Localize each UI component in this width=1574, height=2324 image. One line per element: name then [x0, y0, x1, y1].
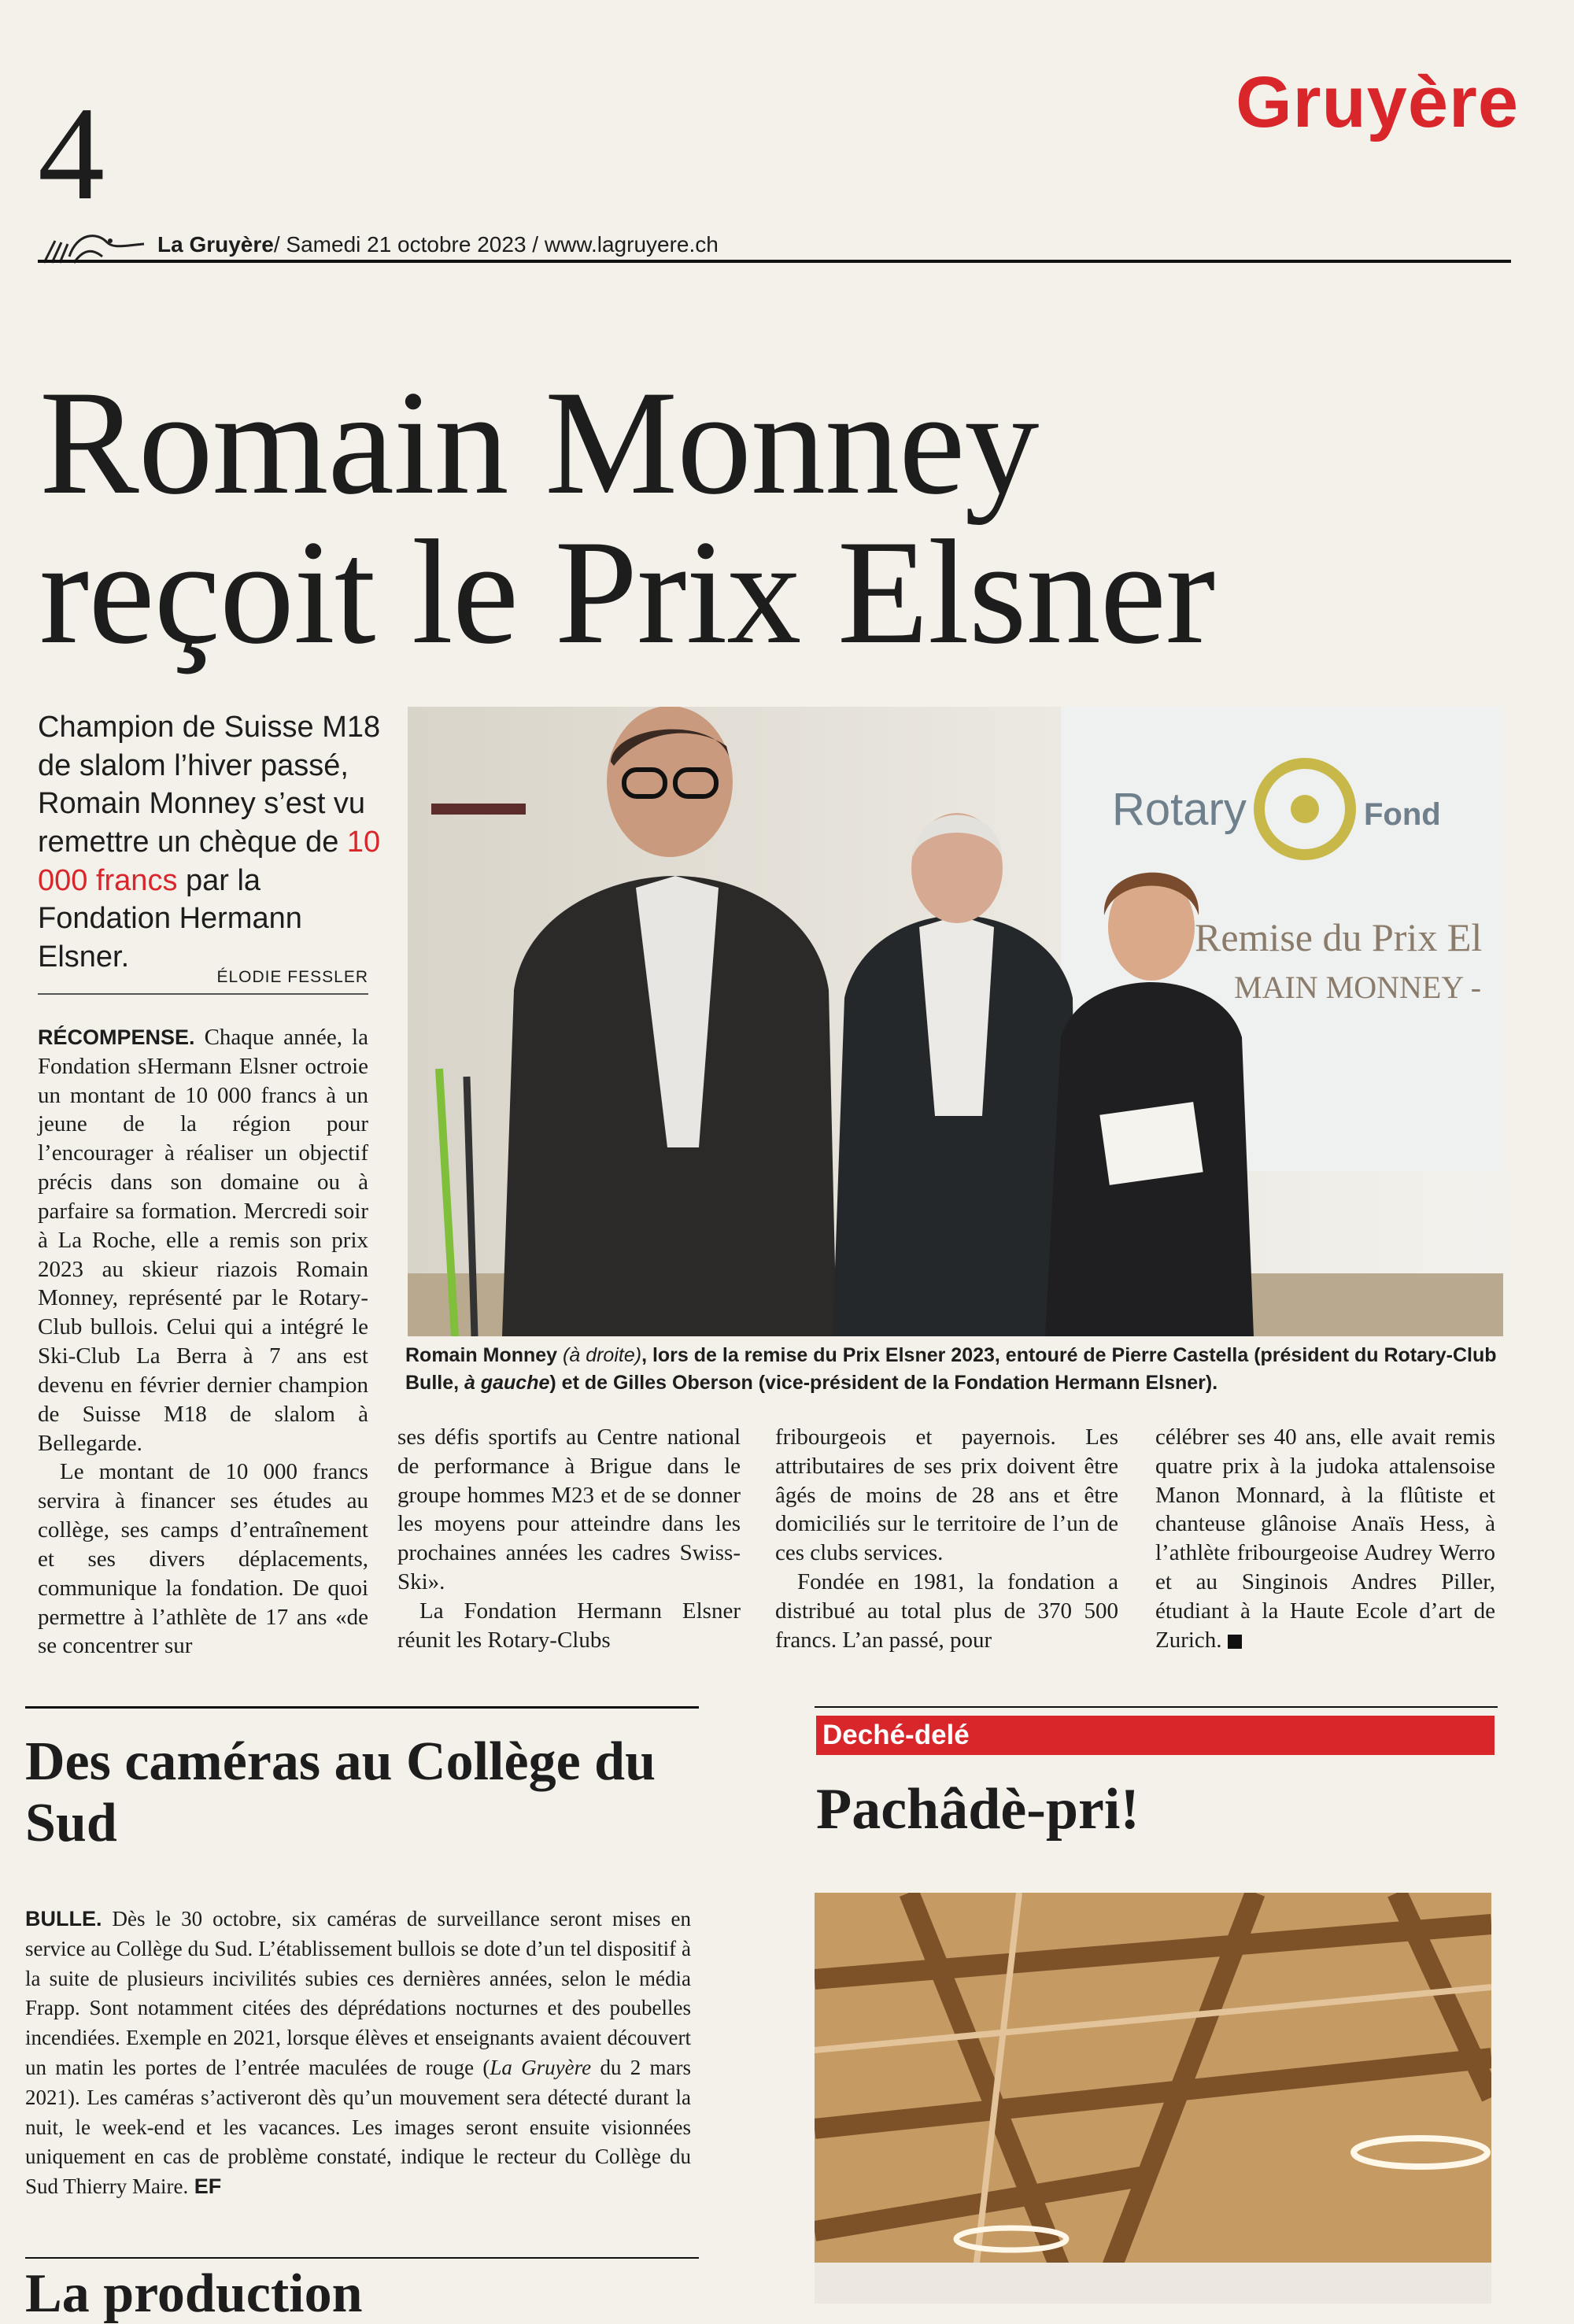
award-ceremony-image	[408, 707, 1503, 1336]
article2-headline: Des caméras au Collège du Sud	[25, 1731, 656, 1854]
article2-kicker: BULLE.	[25, 1907, 102, 1931]
caption-text-2: ) et de Gilles Oberson (vice-président de la Fondation Hermann Elsner).	[549, 1371, 1218, 1394]
masthead-rule	[38, 260, 1511, 263]
caption-text-1: , lors de la remise du Prix Elsner 2023, entouré de Pierre Castella (président du Rotary-Club Bulle,	[405, 1344, 1497, 1394]
main-headline	[39, 360, 1503, 675]
column-rule	[815, 1706, 1498, 1708]
col3-paragraph-2: Fondée en 1981, la fondation a distribué au total plus de 370 500 francs. L’an passé, pour	[775, 1569, 1118, 1653]
article2-signature: EF	[188, 2174, 222, 2199]
masthead-paper-name: La Gruyère	[157, 232, 274, 257]
col2-paragraph-1: ses défis sportifs au Centre national de performance à Brigue dans le groupe hommes M23 et de se donner les moyens pour atteindre dans les prochaines années les cadres Swiss-Ski».	[397, 1424, 741, 1595]
lead-amount: 10 000 francs	[38, 825, 381, 897]
col1-paragraph-2: Le montant de 10 000 francs servira à financer ses études au collège, ses camps d’entraînement et ses divers déplacements, communique la fondation. De quoi permettre à l’athlète de 17 ans «de se concentrer sur	[38, 1459, 368, 1659]
caption-name: Romain Monney	[405, 1344, 563, 1366]
article2-text-1: Dès le 30 octobre, six caméras de surveillance seront mises en service au Collège du Sud. L’établissement bullois se dote d’un tel dispositif à la suite de plusieurs incivilités subies ces dernières années, selon le média Frapp. Sont notamment citées des déprédations nocturnes et des poubelles incendiées. Exemple en 2021, lorsque élèves et enseignants avaient découvert un matin les portes de l’entrée maculées de rouge (	[25, 1907, 691, 2079]
article2-text-2: du 2 mars 2021). Les caméras s’activeront dès qu’un mouvement sera détecté durant la nuit, le week-end et les vacances. Les images seront ensuite visionnées uniquement en cas de problème constaté, indique le recteur du Collège du Sud Thierry Maire.	[25, 2055, 692, 2199]
photo-banner-name: MAIN MONNEY -	[1234, 970, 1482, 1005]
col2-paragraph-2: La Fondation Hermann Elsner réunit les Rotary-Clubs	[397, 1598, 741, 1653]
article-kicker: RÉCOMPENSE.	[38, 1025, 195, 1049]
lead-text-2: par la Fondation Hermann Elsner.	[38, 863, 302, 974]
heron-logo-icon	[38, 217, 148, 272]
masthead-date-url: / Samedi 21 octobre 2023 / www.lagruyere.ch	[273, 232, 719, 257]
col4-paragraph-1: célébrer ses 40 ans, elle avait remis quatre prix à la judoka attalensoise Manon Monnard, à la flûtiste et chanteuse glânoise Anaïs Hess, à l’athlète fribourgeoise Audrey Werro et au Singinois Andres Piller, étudiant à la Haute Ecole d’art de Zurich.	[1155, 1424, 1495, 1653]
headline-line-1: Romain Monney	[39, 360, 1039, 526]
next-article-headline: La production	[25, 2263, 363, 2324]
article-lead	[38, 708, 384, 976]
photo-banner-title: Remise du Prix El	[1195, 915, 1483, 959]
article2-rule	[25, 1706, 699, 1709]
wooden-roof-image	[815, 1893, 1491, 2304]
article-column-4	[1155, 1423, 1495, 1655]
column-photo	[815, 1893, 1491, 2304]
photo-caption	[405, 1342, 1507, 1396]
section-label: Gruyère	[1236, 62, 1519, 142]
article2-paper-name: La Gruyère	[490, 2055, 592, 2079]
masthead	[38, 217, 719, 272]
article-column-3	[775, 1423, 1118, 1655]
end-of-article-icon	[1228, 1635, 1242, 1649]
lead-text-1: Champion de Suisse M18 de slalom l’hiver passé, Romain Monney s’est vu remettre un chèque de	[38, 711, 381, 859]
article-photo	[408, 707, 1503, 1336]
photo-banner-fond: Fond	[1364, 797, 1441, 832]
page-number: 4	[38, 79, 105, 227]
byline-rule	[38, 993, 368, 995]
article-column-2	[397, 1423, 741, 1655]
caption-position-left: à gauche	[464, 1371, 550, 1394]
headline-line-2: reçoit le Prix Elsner	[39, 510, 1215, 675]
column-banner: Deché-delé	[816, 1716, 1495, 1755]
col3-paragraph-1: fribourgeois et payernois. Les attributaires de ses prix doivent être âgés de moins de 28 ans et être domiciliés sur le territoire de l’un de ces clubs services.	[775, 1424, 1118, 1566]
photo-banner-brand: Rotary	[1112, 784, 1247, 835]
col1-paragraph-1: Chaque année, la Fondation sHermann Elsner octroie un montant de 10 000 francs à un jeune de la région pour l’encourager à réaliser un objectif précis dans son domaine ou à parfaire sa formation. Mercredi soir à La Roche, elle a remis son prix 2023 au skieur riazois Romain Monney, représenté par le Rotary-Club bullois. Celui qui a intégré le Ski-Club La Berra à 7 ans est devenu en février dernier champion de Suisse M18 de slalom à Bellegarde.	[38, 1025, 368, 1456]
article2-body	[25, 1905, 691, 2202]
byline: ÉLODIE FESSLER	[216, 968, 368, 986]
article-column-1	[38, 1023, 368, 1661]
next-article-rule	[25, 2257, 699, 2259]
caption-position-right: (à droite)	[563, 1344, 642, 1366]
column-headline: Pachâdè-pri!	[816, 1777, 1140, 1842]
